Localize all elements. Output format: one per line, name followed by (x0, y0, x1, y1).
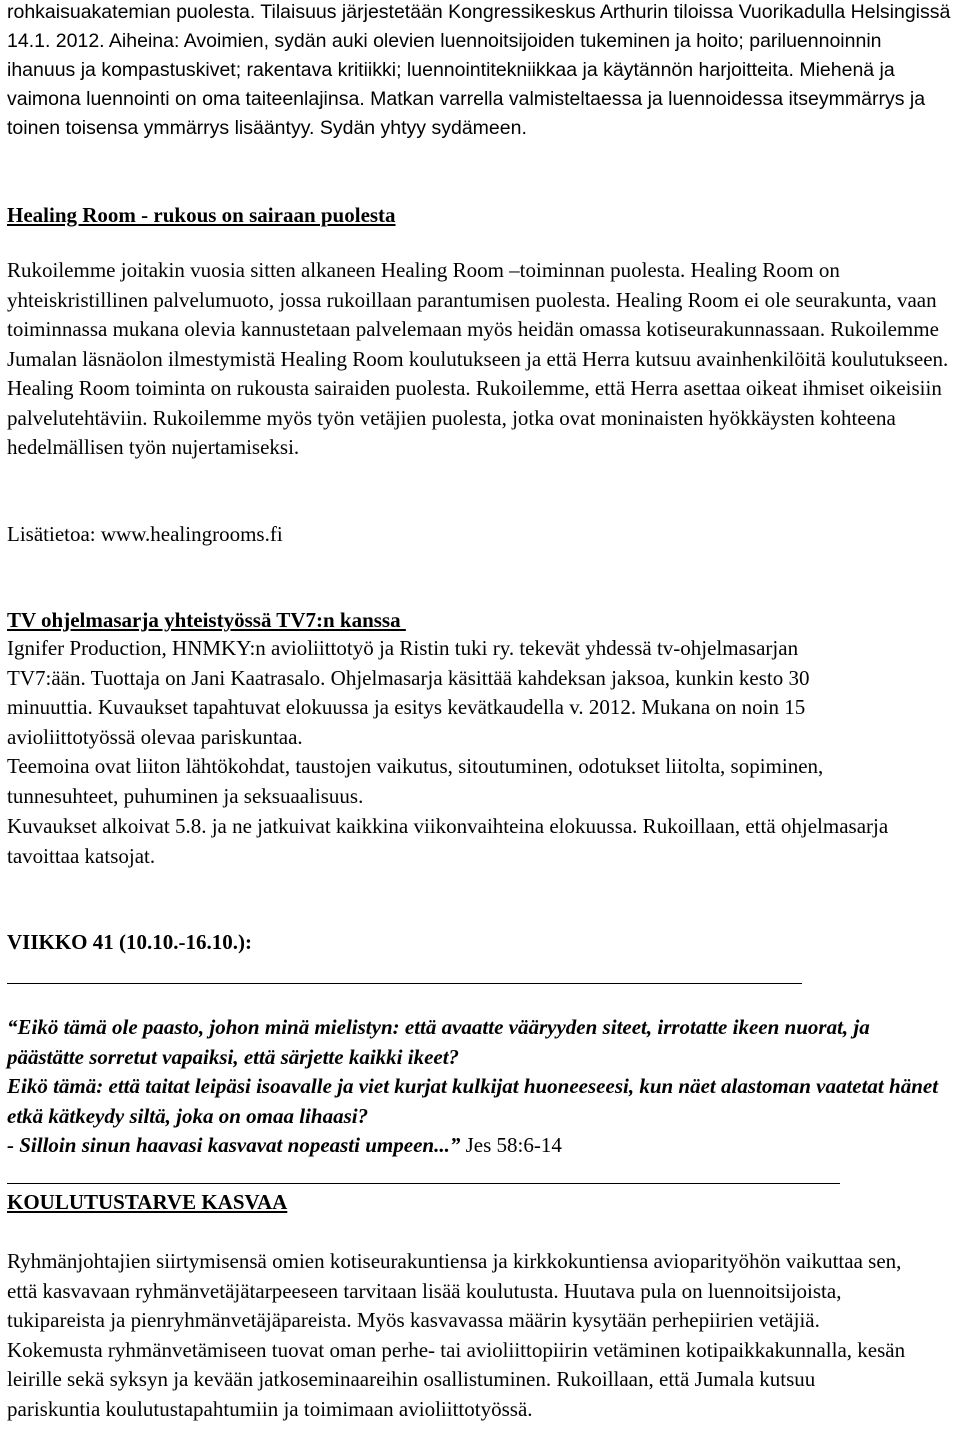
verse-closing: - Silloin sinun haavasi kasvavat nopeasti umpeen...” (7, 1133, 461, 1157)
tv-series-heading: TV ohjelmasarja yhteistyössä TV7:n kanssa (7, 608, 406, 632)
healing-room-body: Rukoilemme joitakin vuosia sitten alkaneen Healing Room –toiminnan puolesta. Healing Room on yhteiskristillinen palvelumuoto, jossa rukoillaan parantumisen puolesta. Healing Room ei ole seurakunta, vaan toiminnassa mukana olevia kannustetaan palvelemaan myös heidän omassa kotiseurakunnassaan. Rukoilemme Jumalan läsnäolon ilmestymistä Healing Room koulutukseen ja että Herra kutsuu avainhenkilöitä koulutukseen. Healing Room toiminta on rukousta sairaiden puolesta. Rukoilemme, että Herra asettaa oikeat ihmiset oikeisiin palvelutehtäviin. Rukoilemme myös työn vetäjien puolesta, jotka ovat moninaisten hyökkäysten kohteena hedelmällisen työn nujertamiseksi. (7, 258, 949, 459)
verse-line-3 (7, 1131, 947, 1161)
tv-series-paragraph-3: Kuvaukset alkoivat 5.8. ja ne jatkuivat kaikkina viikonvaihteina elokuussa. Rukoillaan, että ohjelmasarja tavoittaa katsojat. (7, 814, 889, 868)
divider-line (7, 983, 802, 984)
healing-room-heading: Healing Room - rukous on sairaan puolesta (7, 203, 396, 227)
bible-verse (7, 1013, 947, 1161)
healing-room-info: Lisätietoa: www.healingrooms.fi (7, 522, 283, 546)
tv-series-paragraph-1: Ignifer Production, HNMKY:n avioliittotyö ja Ristin tuki ry. tekevät yhdessä tv-ohjelmasarjan TV7:ään. Tuottaja on Jani Kaatrasalo. Ohjelmasarja käsittää kahdeksan jaksoa, kunkin kesto 30 minuuttia. Kuvaukset tapahtuvat elokuussa ja esitys kevätkaudella v. 2012. Mukana on noin 15 avioliittotyössä olevaa pariskuntaa. (7, 636, 810, 749)
verse-reference: Jes 58:6-14 (460, 1133, 562, 1157)
verse-line-2: Eikö tämä: että taitat leipäsi isoavalle ja viet kurjat kulkijat huoneeseesi, kun näet alastoman vaatetat hänet etkä kätkeydy siltä, joka on omaa lihaasi? (7, 1074, 939, 1128)
intro-paragraph: rohkaisuakatemian puolesta. Tilaisuus järjestetään Kongressikeskus Arthurin tiloissa Vuorikadulla Helsingissä 14.1. 2012. Aiheina: Avoimien, sydän auki olevien luennoitsijoiden tukeminen ja hoito; pariluennoinnin ihanuus ja kompastuskivet; rakentava kritiikki; luennointitekniikkaa ja käytännön harjoitteita. Miehenä ja vaimona luennointi on oma taiteenlajinsa. Matkan varrella valmisteltaessa ja luennoidessa itseymmärrys ja toinen toisensa ymmärrys lisääntyy. Sydän yhtyy sydämeen. (7, 1, 951, 139)
verse-line-1: “Eikö tämä ole paasto, johon minä mielistyn: että avaatte vääryyden siteet, irrotatte ikeen nuorat, ja päästätte sorretut vapaiksi, että särjette kaikki ikeet? (7, 1015, 870, 1069)
training-body: Ryhmänjohtajien siirtymisensä omien kotiseurakuntiensa ja kirkkokuntiensa avioparityöhön vaikuttaa sen, että kasvavaan ryhmänvetäjätarpeeseen tarvitaan lisää koulutusta. Huutava pula on luennoitsijoista, tukipareista ja pienryhmänvetäjäpareista. Myös kasvavassa määrin kysytään perhepiirien vetäjiä. Kokemusta ryhmänvetämiseen tuovat oman perhe- tai avioliittopiirin vetäminen kotipaikkakunnalla, kesän leirille sekä syksyn ja kevään jatkoseminaareihin osallistuminen. Rukoillaan, että Jumala kutsuu pariskuntia koulutustapahtumiin ja toimimaan avioliittotyössä. (7, 1249, 906, 1421)
training-heading: KOULUTUSTARVE KASVAA (7, 1190, 288, 1214)
divider-line-2 (7, 1183, 840, 1184)
week-heading: VIIKKO 41 (10.10.-16.10.): (7, 930, 252, 954)
tv-series-paragraph-2: Teemoina ovat liiton lähtökohdat, taustojen vaikutus, sitoutuminen, odotukset liitolta, sopiminen, tunnesuhteet, puhuminen ja seksuaalisuus. (7, 754, 824, 808)
